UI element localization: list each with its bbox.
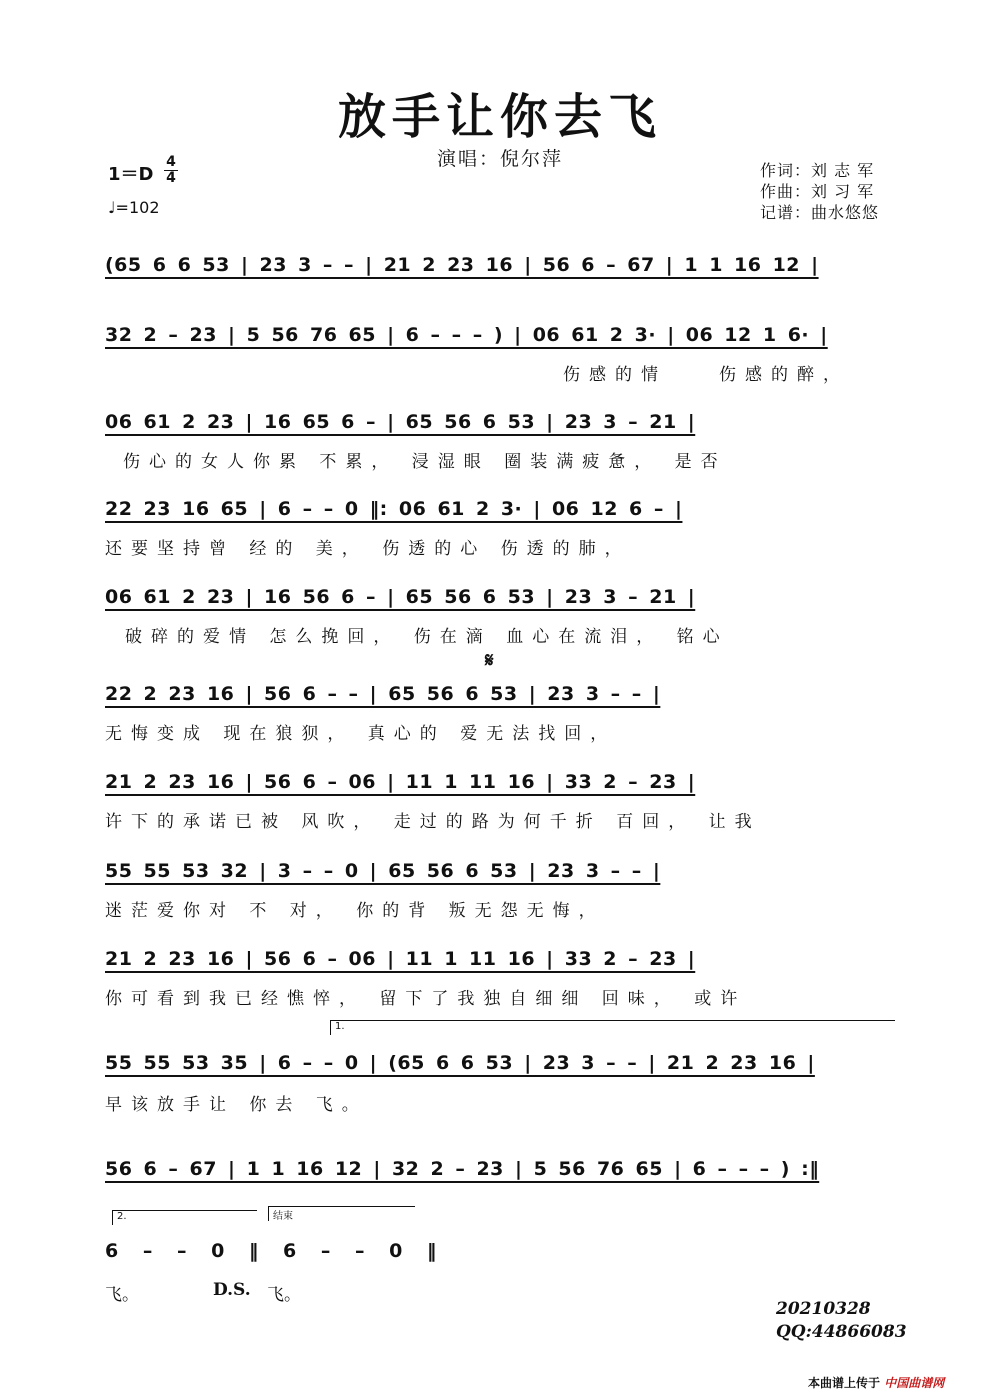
notation-line: 22 23 16 65 | 6 – – 0 ‖: 06 61 2 3· | 06 12 6 – | <box>105 498 683 520</box>
notation-line: 21 2 23 16 | 56 6 – 06 | 11 1 11 16 | 33 2 – 23 | <box>105 771 696 793</box>
notation-line: 06 61 2 23 | 16 65 6 – | 65 56 6 53 | 23 3 – 21 | <box>105 411 696 433</box>
volta-2-label: 2. <box>117 1211 127 1222</box>
lyric-line: 伤感的情 伤感的醉， <box>563 365 849 385</box>
ending-label: 结束 <box>273 1211 293 1222</box>
notation-line: 55 55 53 35 | 6 – – 0 | (65 6 6 53 | 23 3 – – | 21 2 23 16 | <box>105 1052 815 1074</box>
notation-line: (65 6 6 53 | 23 3 – – | 21 2 23 16 | 56 6 – 67 | 1 1 16 12 | <box>105 254 819 276</box>
notation-line: 56 6 – 67 | 1 1 16 12 | 32 2 – 23 | 5 56 76 65 | 6 – – – ) :‖ <box>105 1158 820 1180</box>
lyric-line: 伤心的女人你累 不累， 浸湿眼 圈装满疲惫， 是否 <box>123 452 727 472</box>
transcription-info <box>776 1298 907 1344</box>
lyricist-credit: 作词：刘 志 军 <box>760 161 875 180</box>
time-signature-top: 4 <box>166 154 176 170</box>
transcription-date: 20210328 <box>776 1299 871 1319</box>
site-logo[interactable]: 中国曲谱网 <box>884 1376 945 1390</box>
ending-lyric-a: 飞。 <box>105 1285 139 1305</box>
volta-1-label: 1. <box>335 1021 345 1032</box>
footer-text: 本曲谱上传于 <box>808 1376 881 1390</box>
lyric-line: 破碎的爱情 怎么挽回， 伤在滴 血心在流泪， 铭心 <box>125 627 729 647</box>
ending-bracket <box>268 1206 415 1221</box>
lyric-line: 还要坚持曾 经的 美， 伤透的心 伤透的肺， <box>105 539 631 559</box>
lyric-line: 你可看到我已经憔悴， 留下了我独自细细 回味， 或许 <box>105 989 747 1009</box>
tempo-marking: ♩=102 <box>108 198 160 217</box>
singer-line: 演唱：倪尔萍 <box>436 148 563 170</box>
page-title: 放手让你去飞 <box>337 89 662 145</box>
lyric-line: 无悔变成 现在狼狈， 真心的 爱无法找回， <box>105 724 617 744</box>
time-signature-bottom: 4 <box>166 170 176 186</box>
notation-line: 32 2 – 23 | 5 56 76 65 | 6 – – – ) | 06 61 2 3· | 06 12 1 6· | <box>105 324 828 346</box>
notation-line: 22 2 23 16 | 56 6 – – | 65 56 6 53 | 23 3 – – | <box>105 683 661 705</box>
lyric-line: 迷茫爱你对 不 对， 你的背 叛无怨无悔， <box>105 901 605 921</box>
segno-sign: 𝄋 <box>485 648 494 672</box>
lyric-line: 早该放手让 你去 飞。 <box>105 1095 368 1115</box>
ending-lyric-b: 飞。 <box>267 1285 301 1305</box>
ending-notation: 6 – – 0 ‖ 6 – – 0 ‖ <box>105 1240 437 1262</box>
notation-line: 06 61 2 23 | 16 56 6 – | 65 56 6 53 | 23 3 – 21 | <box>105 586 696 608</box>
volta-second-ending <box>112 1210 257 1225</box>
site-footer <box>808 1374 944 1391</box>
composer-credit: 作曲：刘 习 军 <box>760 182 875 201</box>
notation-line: 21 2 23 16 | 56 6 – 06 | 11 1 11 16 | 33 2 – 23 | <box>105 948 696 970</box>
transcriber-credit: 记谱：曲水悠悠 <box>760 203 880 222</box>
notation-line: 55 55 53 32 | 3 – – 0 | 65 56 6 53 | 23 3 – – | <box>105 860 661 882</box>
volta-first-ending <box>330 1020 895 1035</box>
lyric-line: 许下的承诺已被 风吹， 走过的路为何千折 百回， 让我 <box>105 812 761 832</box>
dal-segno-mark: D.S. <box>213 1280 251 1300</box>
key-signature: 1＝D <box>108 164 154 185</box>
transcriber-qq: QQ:44866083 <box>776 1322 907 1342</box>
time-signature <box>162 155 180 186</box>
credits <box>760 160 879 223</box>
